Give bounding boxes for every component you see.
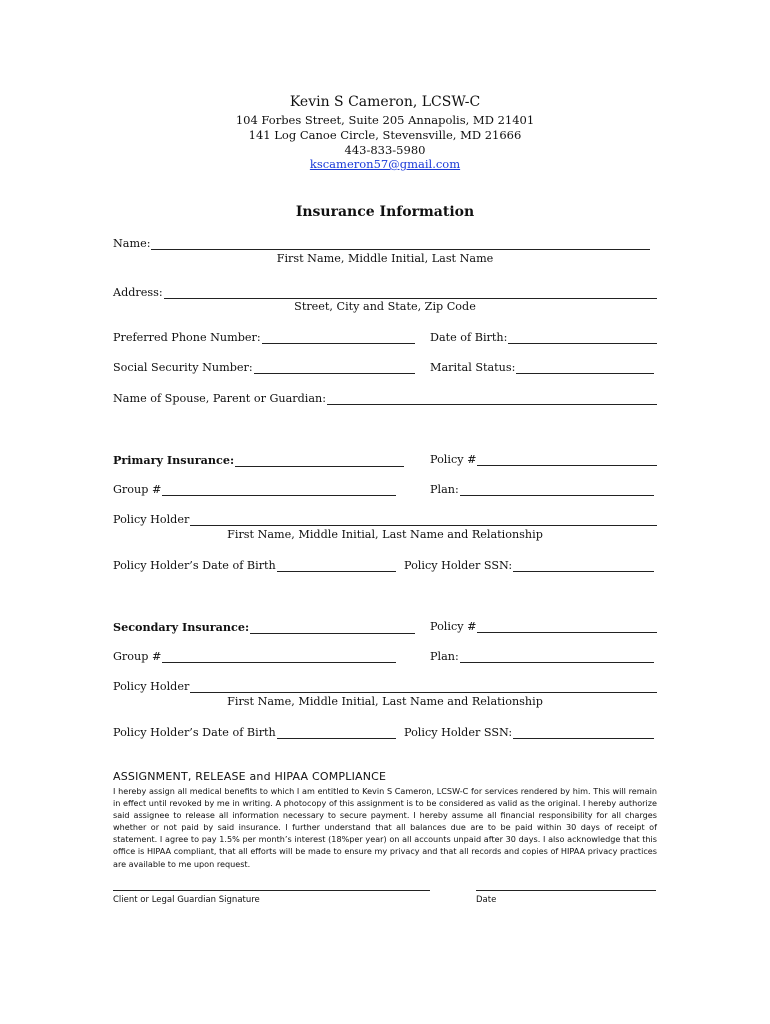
primary-insurance-field[interactable] [113,453,404,467]
dob-field[interactable] [430,331,657,344]
primary-policy-line[interactable] [477,456,657,466]
primary-group-line[interactable] [162,486,396,496]
primary-holder-field[interactable] [113,513,657,526]
primary-holder-ssn-label: Policy Holder SSN: [404,559,513,572]
secondary-policy-line[interactable] [477,623,657,633]
secondary-plan-label: Plan: [430,650,459,663]
primary-group-label: Group # [113,483,162,496]
primary-holder-ssn-line[interactable] [513,562,654,572]
primary-insurance-line[interactable] [235,457,404,467]
primary-plan-field[interactable] [430,483,654,496]
secondary-holder-field[interactable] [113,680,657,693]
secondary-insurance-label: Secondary Insurance: [113,620,250,634]
dob-label: Date of Birth: [430,331,508,344]
primary-holder-ssn-field[interactable] [404,559,654,572]
secondary-group-field[interactable] [113,650,396,663]
secondary-plan-field[interactable] [430,650,654,663]
secondary-holder-ssn-field[interactable] [404,726,654,739]
secondary-insurance-line[interactable] [250,624,415,634]
secondary-group-label: Group # [113,650,162,663]
assignment-text: I hereby assign all medical benefits to which I am entitled to Kevin S Cameron, LCSW-C for services rendered by him. This will remain in effect until revoked by me in writing. A photocopy of this assignment is to be considered as valid as the original. I hereby authorize said assignee to release all information necessary to secure payment. I hereby assume all financial responsibility for all charges whether or not paid by said insurance. I further understand that all balances due are to be paid within 30 days of receipt of statement. I agree to pay 1.5% per month’s interest (18%per year) on all accounts unpaid after 30 days. I also acknowledge that this office is HIPAA compliant, that all efforts will be made to ensure my privacy and that all records and copies of HIPAA privacy practices are available to me upon request. [113,786,657,869]
marital-field[interactable] [430,361,654,374]
marital-line[interactable] [516,364,654,374]
primary-policy-label: Policy # [430,453,477,466]
primary-holder-dob-line[interactable] [277,562,396,572]
secondary-holder-dob-field[interactable] [113,726,396,739]
primary-holder-dob-field[interactable] [113,559,396,572]
name-line[interactable] [151,240,650,250]
ssn-label: Social Security Number: [113,361,253,374]
secondary-holder-caption: First Name, Middle Initial, Last Name and Relationship [227,695,543,708]
date-label: Date [476,895,497,905]
secondary-policy-label: Policy # [430,620,477,633]
secondary-group-line[interactable] [162,653,396,663]
secondary-policy-field[interactable] [430,620,657,633]
address-line[interactable] [164,289,657,299]
primary-holder-label: Policy Holder [113,513,190,526]
ssn-line[interactable] [254,364,415,374]
primary-insurance-label: Primary Insurance: [113,453,235,467]
name-label: Name: [113,237,151,250]
ssn-field[interactable] [113,361,415,374]
name-caption: First Name, Middle Initial, Last Name [276,252,494,265]
primary-holder-line[interactable] [190,516,657,526]
address-label: Address: [113,286,163,299]
phone-field[interactable] [113,331,415,344]
spouse-line[interactable] [327,395,657,405]
secondary-holder-ssn-line[interactable] [513,729,654,739]
dob-line[interactable] [508,334,657,344]
address-line-2: 141 Log Canoe Circle, Stevensville, MD 21666 [248,128,522,142]
date-line[interactable] [476,889,656,891]
secondary-holder-line[interactable] [190,683,657,693]
primary-holder-dob-label: Policy Holder’s Date of Birth [113,559,276,572]
phone-label: Preferred Phone Number: [113,331,261,344]
primary-group-field[interactable] [113,483,396,496]
primary-policy-field[interactable] [430,453,657,466]
primary-holder-caption: First Name, Middle Initial, Last Name and Relationship [227,528,543,541]
email-link[interactable]: kscameron57@gmail.com [309,157,461,171]
signature-line[interactable] [113,889,430,891]
secondary-insurance-field[interactable] [113,620,415,634]
secondary-holder-label: Policy Holder [113,680,190,693]
secondary-holder-dob-label: Policy Holder’s Date of Birth [113,726,276,739]
address-caption: Street, City and State, Zip Code [294,300,476,313]
name-field[interactable] [113,237,650,250]
spouse-label: Name of Spouse, Parent or Guardian: [113,392,327,405]
address-line-1: 104 Forbes Street, Suite 205 Annapolis, MD 21401 [235,113,535,127]
secondary-holder-dob-line[interactable] [277,729,396,739]
marital-label: Marital Status: [430,361,516,374]
signature-label: Client or Legal Guardian Signature [113,895,260,905]
provider-name: Kevin S Cameron, LCSW-C [289,94,481,110]
address-field[interactable] [113,286,657,299]
spouse-field[interactable] [113,392,657,405]
page-title: Insurance Information [295,204,475,220]
secondary-plan-line[interactable] [460,653,654,663]
assignment-title: ASSIGNMENT, RELEASE and HIPAA COMPLIANCE [113,770,387,783]
primary-plan-line[interactable] [460,486,654,496]
primary-plan-label: Plan: [430,483,459,496]
phone-line[interactable] [262,334,415,344]
phone-number: 443-833-5980 [344,143,426,157]
secondary-holder-ssn-label: Policy Holder SSN: [404,726,513,739]
